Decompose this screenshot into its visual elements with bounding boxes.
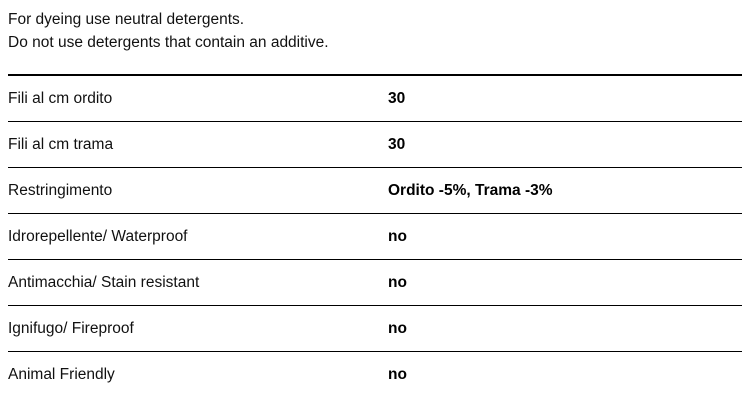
table-row bbox=[8, 168, 742, 214]
spec-label: Ignifugo/ Fireproof bbox=[8, 306, 388, 352]
spec-label: Fili al cm ordito bbox=[8, 75, 388, 122]
spec-value: Ordito -5%, Trama -3% bbox=[388, 168, 742, 214]
spec-label: Animal Friendly bbox=[8, 352, 388, 398]
spec-label: Restringimento bbox=[8, 168, 388, 214]
spec-value: no bbox=[388, 260, 742, 306]
intro-paragraph bbox=[8, 0, 742, 54]
table-row bbox=[8, 352, 742, 398]
intro-line-1: For dyeing use neutral detergents. bbox=[8, 11, 245, 28]
spec-value: 30 bbox=[388, 122, 742, 168]
table-row bbox=[8, 122, 742, 168]
spec-label: Antimacchia/ Stain resistant bbox=[8, 260, 388, 306]
table-row bbox=[8, 306, 742, 352]
specifications-table bbox=[8, 74, 742, 397]
table-row bbox=[8, 214, 742, 260]
spec-value: no bbox=[388, 352, 742, 398]
intro-line-2: Do not use detergents that contain an additive. bbox=[8, 34, 329, 51]
spec-value: no bbox=[388, 214, 742, 260]
spec-label: Idrorepellente/ Waterproof bbox=[8, 214, 388, 260]
spec-value: no bbox=[388, 306, 742, 352]
table-row bbox=[8, 75, 742, 122]
spec-label: Fili al cm trama bbox=[8, 122, 388, 168]
table-row bbox=[8, 260, 742, 306]
spec-value: 30 bbox=[388, 75, 742, 122]
